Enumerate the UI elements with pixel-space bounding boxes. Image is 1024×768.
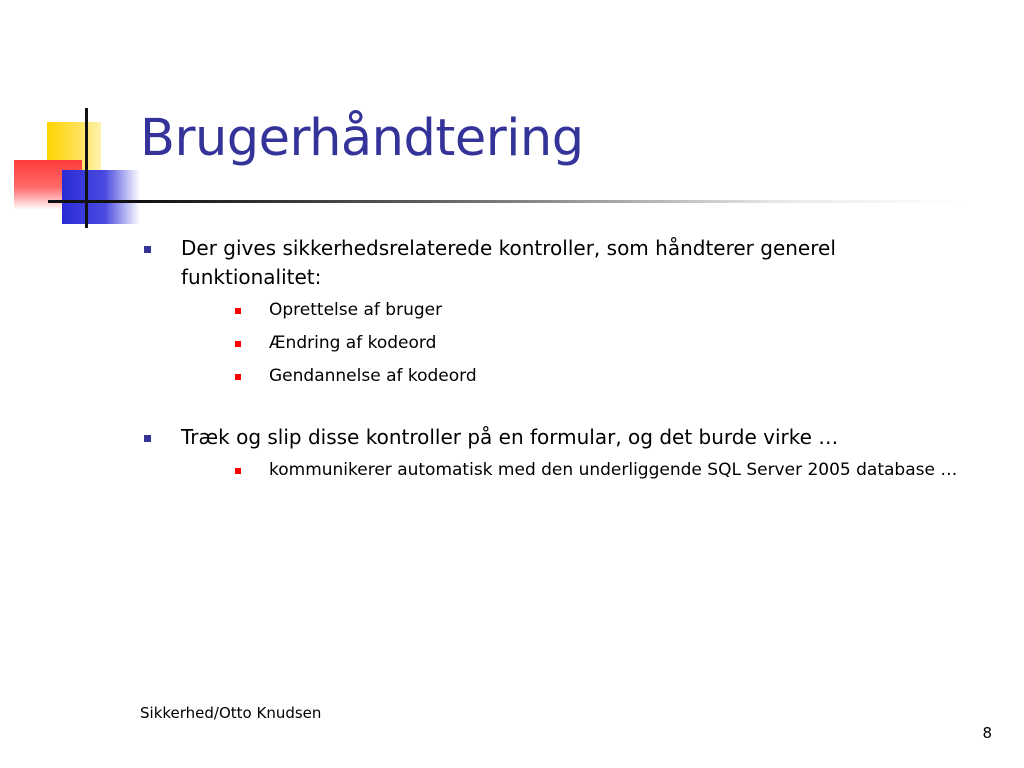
slide-footer: Sikkerhed/Otto Knudsen (140, 704, 322, 722)
square-bullet-icon (144, 246, 151, 253)
slide-body (140, 234, 958, 483)
sub-bullet-text: Oprettelse af bruger (269, 300, 443, 320)
bullet-item (140, 423, 958, 483)
square-bullet-icon (235, 468, 241, 474)
sub-bullet-text: Gendannelse af kodeord (269, 366, 477, 386)
square-bullet-icon (144, 435, 151, 442)
decorative-logo (0, 0, 150, 240)
page-number: 8 (982, 724, 992, 742)
sub-bullet-text: kommunikerer automatisk med den underliggende SQL Server 2005 database … (269, 460, 958, 480)
bullet-text: Der gives sikkerhedsrelaterede kontroller, som håndterer generel funktionalitet: (181, 236, 836, 289)
square-bullet-icon (235, 341, 241, 347)
bullet-item (140, 234, 940, 389)
sub-bullet-list (181, 458, 958, 483)
sub-bullet-item (181, 331, 940, 356)
blue-square-decoration (62, 170, 140, 224)
sub-bullet-item (181, 298, 940, 323)
title-underline-rule (48, 200, 968, 203)
square-bullet-icon (235, 374, 241, 380)
sub-bullet-list (181, 298, 940, 389)
sub-bullet-text: Ændring af kodeord (269, 333, 437, 353)
bullet-text: Træk og slip disse kontroller på en formular, og det burde virke … (181, 425, 839, 449)
sub-bullet-item (181, 364, 940, 389)
square-bullet-icon (235, 308, 241, 314)
vertical-rule (85, 108, 88, 228)
slide-title: Brugerhåndtering (140, 109, 584, 168)
sub-bullet-item (181, 458, 958, 483)
